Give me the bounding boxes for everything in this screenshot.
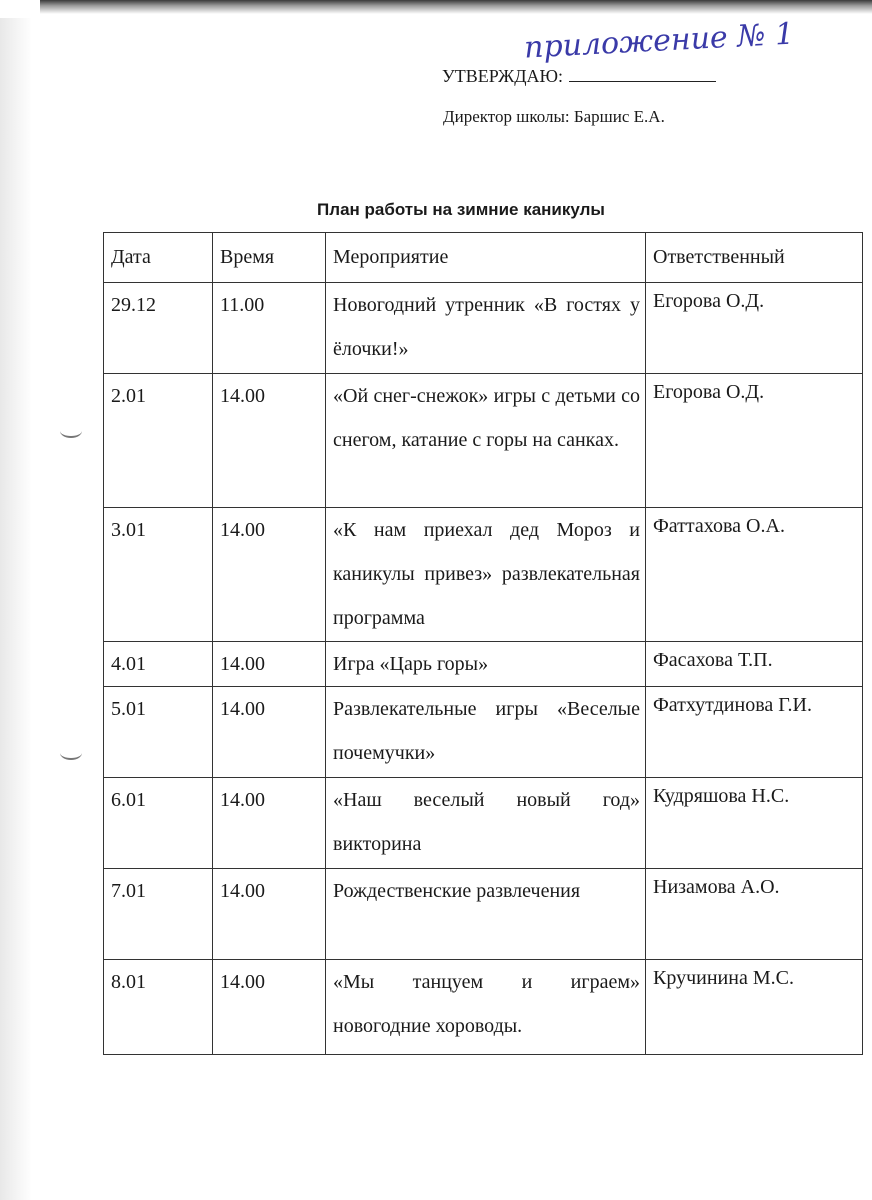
table-row	[104, 283, 863, 374]
cell-date: 4.01	[104, 642, 213, 687]
cell-event: «Ой снег-снежок» игры с детьми со снегом, катание с горы на санках.	[326, 374, 646, 508]
approval-line	[442, 66, 716, 87]
table-row	[104, 960, 863, 1055]
cell-date: 2.01	[104, 374, 213, 508]
table-row	[104, 642, 863, 687]
document-title: План работы на зимние каникулы	[317, 200, 605, 219]
cell-date: 3.01	[104, 508, 213, 642]
signature-line	[569, 67, 716, 82]
cell-time: 14.00	[213, 642, 326, 687]
header-responsible: Ответственный	[646, 233, 863, 283]
cell-event: «Мы танцуем и играем» новогодние хороводы.	[326, 960, 646, 1055]
cell-event: Рождественские развлечения	[326, 869, 646, 960]
cell-time: 14.00	[213, 687, 326, 778]
scan-shadow-left	[0, 0, 32, 1200]
approval-label: УТВЕРЖДАЮ:	[442, 66, 564, 86]
punch-hole-mark	[60, 746, 82, 760]
director-line: Директор школы: Баршис Е.А.	[443, 107, 665, 126]
table-header-row	[104, 233, 863, 283]
table-row	[104, 778, 863, 869]
cell-responsible: Кручинина М.С.	[646, 960, 863, 1055]
header-event: Мероприятие	[326, 233, 646, 283]
cell-responsible: Фаттахова О.А.	[646, 508, 863, 642]
cell-time: 14.00	[213, 374, 326, 508]
header-date: Дата	[104, 233, 213, 283]
cell-responsible: Егорова О.Д.	[646, 283, 863, 374]
punch-hole-mark	[60, 424, 82, 438]
cell-responsible: Кудряшова Н.С.	[646, 778, 863, 869]
table-row	[104, 869, 863, 960]
cell-date: 6.01	[104, 778, 213, 869]
cell-responsible: Егорова О.Д.	[646, 374, 863, 508]
appendix-note-text: приложение № 1	[523, 16, 795, 66]
cell-time: 14.00	[213, 778, 326, 869]
cell-event: «Наш веселый новый год» викторина	[326, 778, 646, 869]
cell-responsible: Низамова А.О.	[646, 869, 863, 960]
cell-time: 14.00	[213, 869, 326, 960]
cell-date: 5.01	[104, 687, 213, 778]
header-time: Время	[213, 233, 326, 283]
cell-time: 14.00	[213, 508, 326, 642]
cell-date: 7.01	[104, 869, 213, 960]
cell-time: 14.00	[213, 960, 326, 1055]
cell-date: 29.12	[104, 283, 213, 374]
cell-time: 11.00	[213, 283, 326, 374]
cell-responsible: Фатхутдинова Г.И.	[646, 687, 863, 778]
cell-event: Развлекательные игры «Веселые почемучки»	[326, 687, 646, 778]
cell-date: 8.01	[104, 960, 213, 1055]
schedule-table	[103, 232, 863, 1055]
table-row	[104, 374, 863, 508]
scan-corner	[0, 0, 40, 18]
cell-responsible: Фасахова Т.П.	[646, 642, 863, 687]
table-row	[104, 508, 863, 642]
handwritten-appendix-note	[520, 16, 820, 66]
cell-event: Новогодний утренник «В гостях у ёлочки!»	[326, 283, 646, 374]
cell-event: Игра «Царь горы»	[326, 642, 646, 687]
cell-event: «К нам приехал дед Мороз и каникулы привез» развлекательная программа	[326, 508, 646, 642]
table-row	[104, 687, 863, 778]
scan-shadow-top	[30, 0, 872, 14]
